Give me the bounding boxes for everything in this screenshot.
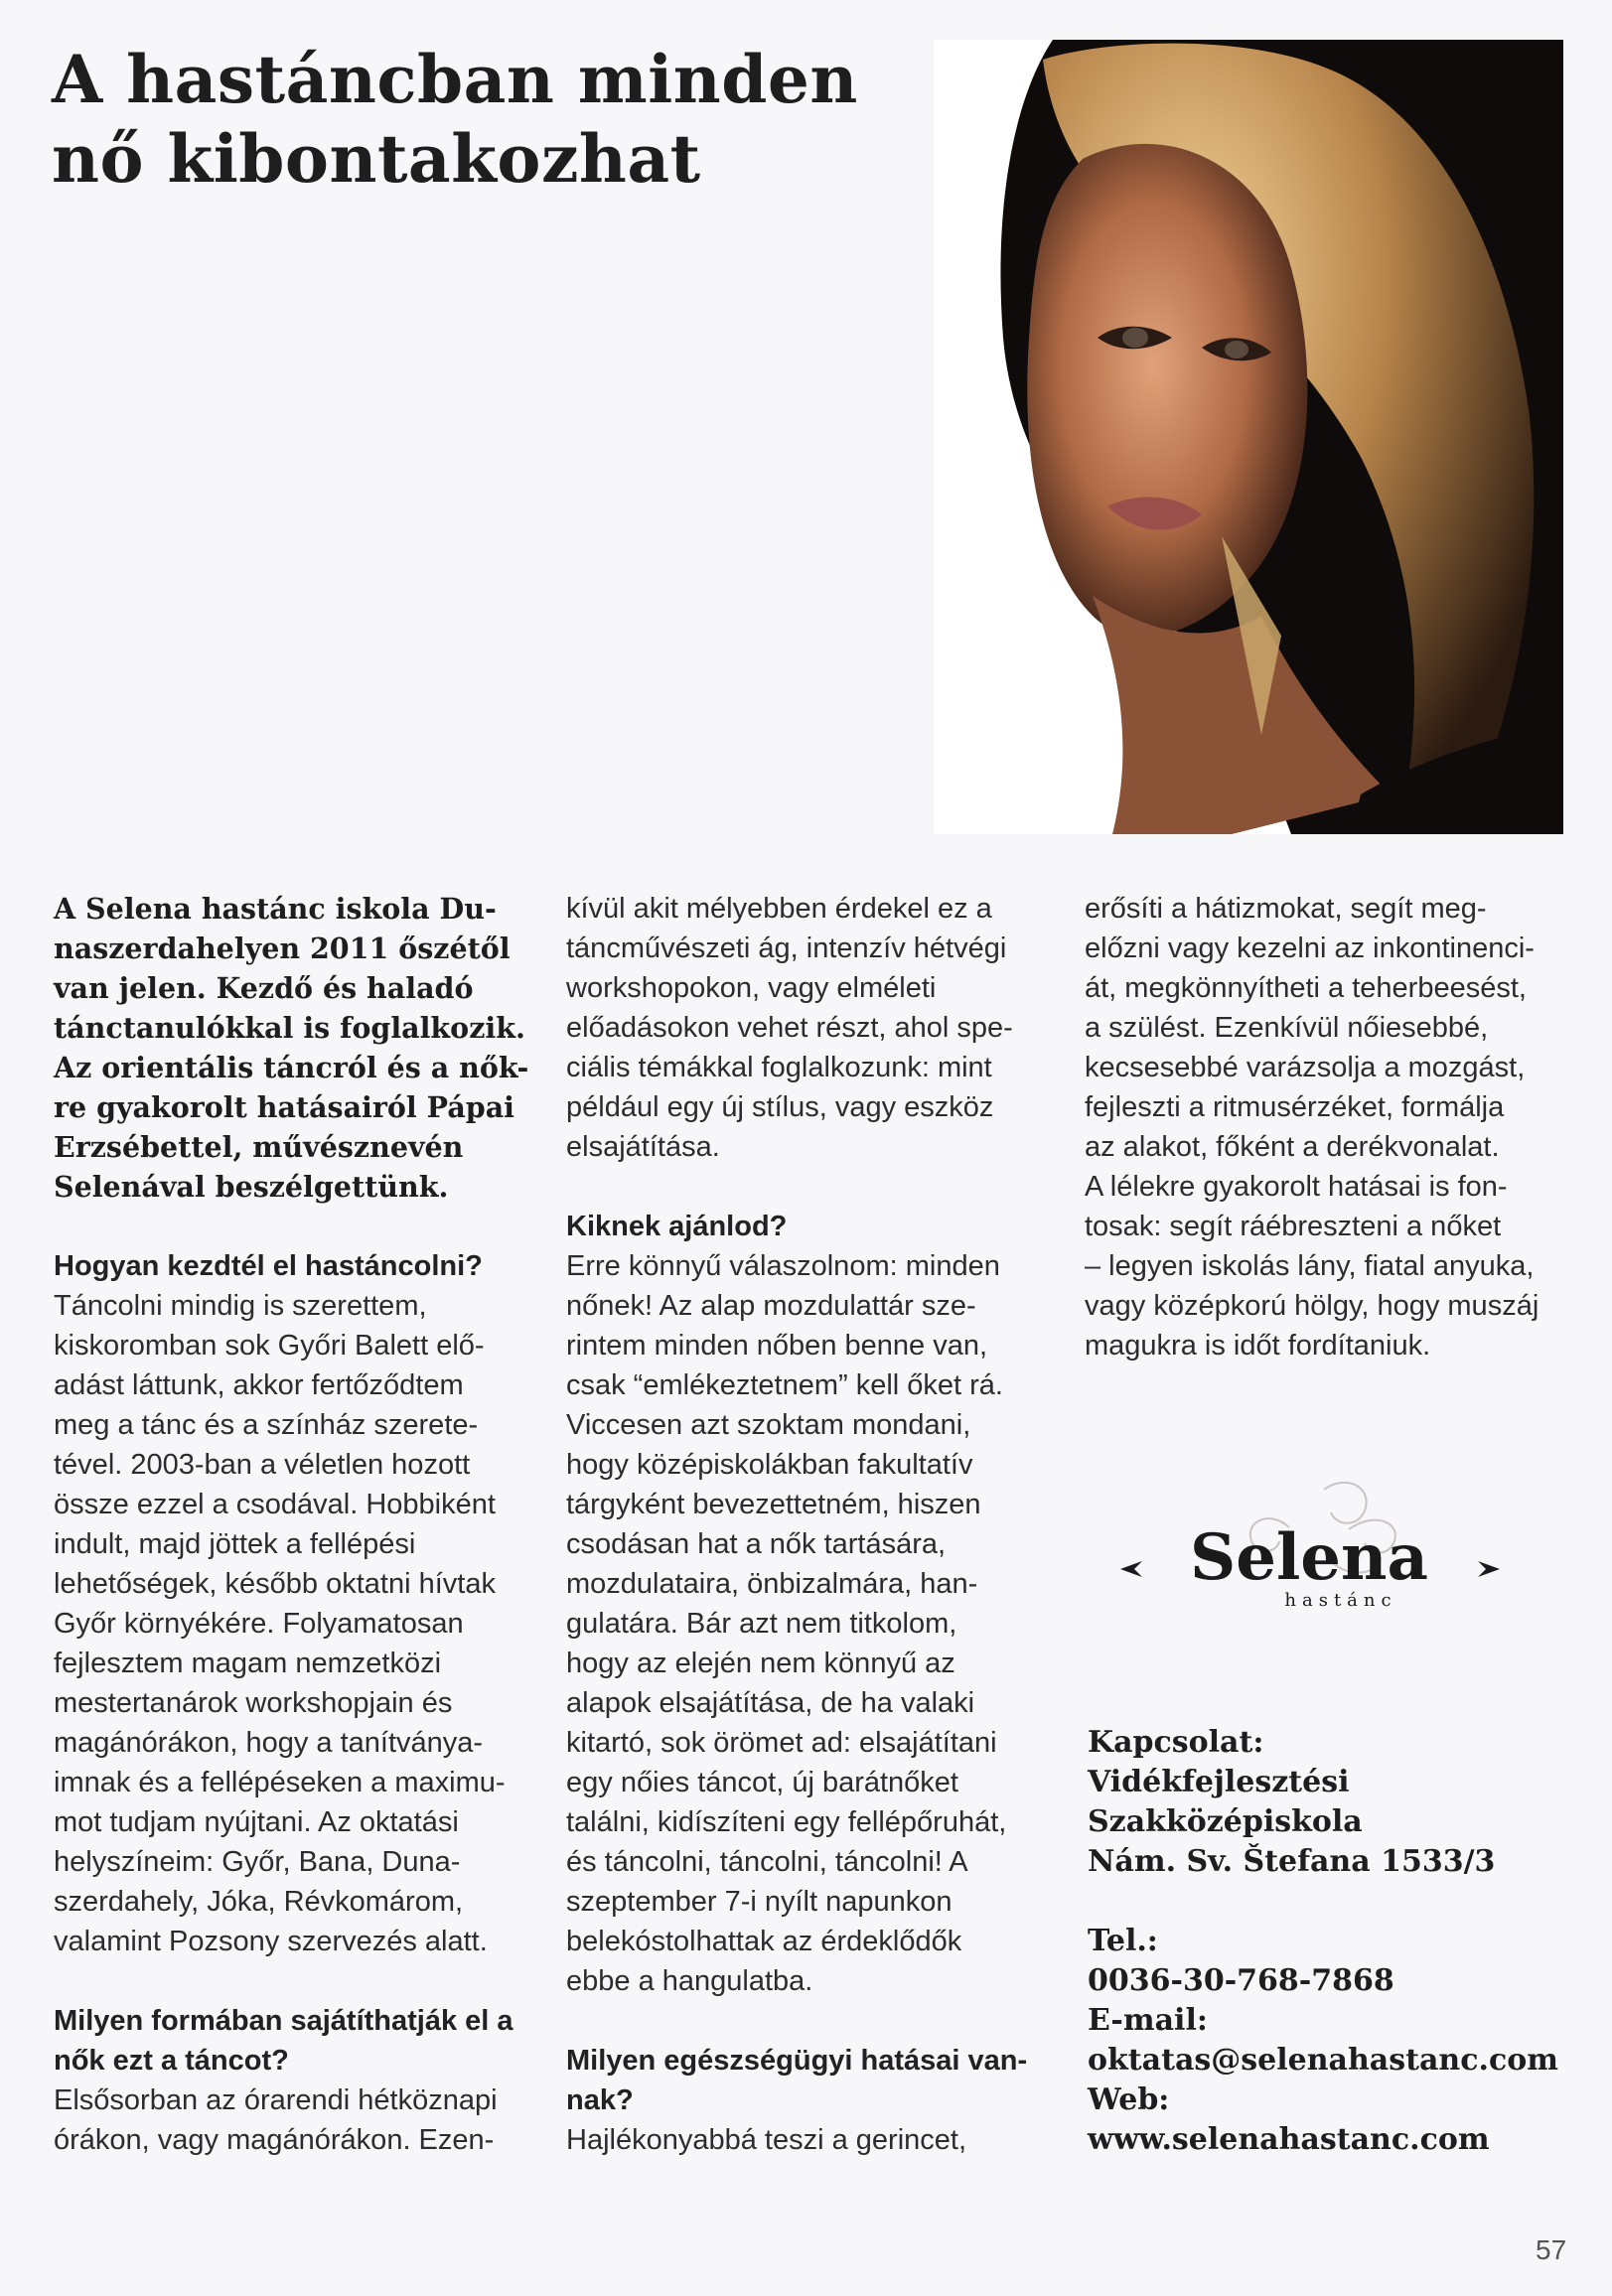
- text-line: magánórákon, hogy a tanítványa-: [54, 1727, 484, 1759]
- text-line: rintem minden nőben benne van,: [566, 1330, 988, 1362]
- arrow-right-icon: [1120, 1561, 1142, 1577]
- text-line: hogy az elején nem könnyű az: [566, 1648, 955, 1679]
- text-line: mozdulataira, önbizalmára, han-: [566, 1568, 978, 1600]
- text-line: elsajátítása.: [566, 1131, 720, 1163]
- text-line: – legyen iskolás lány, fiatal anyuka,: [1085, 1250, 1535, 1282]
- page-number: 57: [1536, 2234, 1567, 2265]
- text-line: lehetőségek, később oktatni hívtak: [54, 1568, 496, 1600]
- text-line: gulatára. Bár azt nem titkolom,: [566, 1608, 957, 1640]
- text-line: indult, majd jöttek a fellépési: [54, 1528, 416, 1560]
- text-line: adást láttunk, akkor fertőződtem: [54, 1369, 464, 1401]
- text-line: tárgyként bevezettetném, hiszen: [566, 1489, 981, 1520]
- text-line: Táncolni mindig is szerettem,: [54, 1290, 427, 1322]
- lead-line: van jelen. Kezdő és haladó: [54, 971, 474, 1005]
- text-line: ciális témákkal foglalkozunk: mint: [566, 1052, 992, 1083]
- text-line: át, megkönnyítheti a teherbeesést,: [1085, 972, 1527, 1004]
- text-line: szeptember 7-i nyílt napunkon: [566, 1886, 953, 1918]
- text-line: szerdahely, Jóka, Révkomárom,: [54, 1886, 464, 1918]
- column-3: [1085, 889, 1561, 1365]
- text-line: hogy középiskolákban fakultatív: [566, 1449, 973, 1481]
- answer-paragraph: [566, 889, 1043, 1167]
- text-line: meg a tánc és a színház szerete-: [54, 1409, 479, 1441]
- answer-paragraph: [566, 2120, 1043, 2160]
- text-line: órákon, vagy magánórákon. Ezen-: [54, 2124, 495, 2156]
- text-line: erősíti a hátizmokat, segít meg-: [1085, 893, 1487, 925]
- text-line: fejleszti a ritmusérzéket, formálja: [1085, 1091, 1505, 1123]
- text-line: előadásokon vehet részt, ahol spe-: [566, 1012, 1013, 1044]
- text-line: Hajlékonyabbá teszi a gerincet,: [566, 2124, 967, 2156]
- web-link[interactable]: www.selenahastanc.com: [1088, 2122, 1490, 2157]
- text-line: ebbe a hangulatba.: [566, 1965, 813, 1997]
- text-line: csodásan hat a nők tartására,: [566, 1528, 947, 1560]
- column-2: [566, 889, 1043, 2160]
- text-line: kecsesebbé varázsolja a mozgást,: [1085, 1052, 1526, 1083]
- text-line: Milyen formában sajátíthatják el a: [54, 2005, 513, 2037]
- tel-number[interactable]: 0036-30-768-7868: [1088, 1963, 1394, 1998]
- lead-line: Selenával beszélgettünk.: [54, 1170, 449, 1204]
- text-line: A lélekre gyakorolt hatásai is fon-: [1085, 1171, 1508, 1203]
- text-line: előzni vagy kezelni az inkontinenci-: [1085, 933, 1535, 964]
- text-line: workshopokon, vagy elméleti: [566, 972, 937, 1004]
- question-heading: [566, 2041, 1043, 2120]
- text-line: kitartó, sok örömet ad: elsajátítani: [566, 1727, 997, 1759]
- text-line: fejlesztem magam nemzetközi: [54, 1648, 442, 1679]
- text-line: csak “emlékeztetnem” kell őket rá.: [566, 1369, 1003, 1401]
- text-line: mestertanárok workshopjain és: [54, 1687, 453, 1719]
- text-line: alapok elsajátítása, de ha valaki: [566, 1687, 975, 1719]
- contact-block: [1088, 1723, 1564, 2160]
- text-line: Milyen egészségügyi hatásai van-: [566, 2045, 1028, 2077]
- text-line: mot tudjam nyújtani. Az oktatási: [54, 1806, 459, 1838]
- lead-line: naszerdahelyen 2011 őszétől: [54, 932, 511, 965]
- text-line: az alakot, főként a derékvonalat.: [1085, 1131, 1500, 1163]
- answer-paragraph: [54, 2081, 530, 2160]
- text-line: nőnek! Az alap mozdulattár sze-: [566, 1290, 976, 1322]
- lead-line: Az orientális táncról és a nők-: [54, 1051, 529, 1084]
- text-line: nők ezt a táncot?: [54, 2045, 289, 2077]
- selena-logo: [1110, 1470, 1508, 1619]
- title-line-1: A hastáncban minden: [52, 41, 858, 118]
- contact-org-line-1: Vidékfejlesztési: [1088, 1765, 1350, 1799]
- lead-line: A Selena hastánc iskola Du-: [54, 892, 497, 926]
- text-line: kiskoromban sok Győri Balett elő-: [54, 1330, 485, 1362]
- text-line: Győr környékére. Folyamatosan: [54, 1608, 464, 1640]
- answer-paragraph: [1085, 889, 1561, 1365]
- text-line: Viccesen azt szoktam mondani,: [566, 1409, 971, 1441]
- text-line: kívül akit mélyebben érdekel ez a: [566, 893, 992, 925]
- text-line: imnak és a fellépéseken a maximu-: [54, 1767, 506, 1798]
- text-line: Elsősorban az órarendi hétköznapi: [54, 2084, 498, 2116]
- question-heading: Kiknek ajánlod?: [566, 1211, 788, 1242]
- text-line: például egy új stílus, vagy eszköz: [566, 1091, 994, 1123]
- lead-line: tánctanulókkal is foglalkozik.: [54, 1011, 525, 1045]
- text-line: találni, kidíszíteni egy fellépőruhát,: [566, 1806, 1007, 1838]
- article-title: [52, 40, 946, 199]
- text-line: vagy középkorú hölgy, hogy muszáj: [1085, 1290, 1539, 1322]
- logo-subtitle: hastánc: [1284, 1590, 1397, 1611]
- column-1: [54, 889, 530, 2160]
- portrait-photo: [934, 40, 1563, 834]
- title-line-2: nő kibontakozhat: [52, 120, 701, 198]
- question-heading: [54, 2001, 530, 2081]
- lead-line: re gyakorolt hatásairól Pápai: [54, 1090, 515, 1124]
- text-line: nak?: [566, 2084, 634, 2116]
- text-line: magukra is időt fordítaniuk.: [1085, 1330, 1431, 1362]
- article-lead: [54, 889, 530, 1207]
- text-line: táncművészeti ág, intenzív hétvégi: [566, 933, 1007, 964]
- text-line: helyszíneim: Győr, Bana, Duna-: [54, 1846, 461, 1878]
- lead-line: Erzsébettel, művésznevén: [54, 1130, 464, 1164]
- answer-paragraph: [566, 1246, 1043, 2001]
- text-line: tével. 2003-ban a véletlen hozott: [54, 1449, 471, 1481]
- contact-label: Kapcsolat:: [1088, 1725, 1264, 1760]
- question-heading: Hogyan kezdtél el hastáncolni?: [54, 1250, 483, 1282]
- text-line: valamint Pozsony szervezés alatt.: [54, 1926, 488, 1957]
- contact-org-line-2: Szakközépiskola: [1088, 1804, 1363, 1839]
- web-label: Web:: [1088, 2082, 1170, 2117]
- text-line: belekóstolhattak az érdeklődők: [566, 1926, 962, 1957]
- text-line: egy nőies táncot, új barátnőket: [566, 1767, 958, 1798]
- arrow-left-icon: [1478, 1561, 1500, 1577]
- text-line: és táncolni, táncolni, táncolni! A: [566, 1846, 968, 1878]
- text-line: össze ezzel a csodával. Hobbiként: [54, 1489, 496, 1520]
- email-address[interactable]: oktatas@selenahastanc.com: [1088, 2043, 1558, 2078]
- answer-paragraph: [54, 1286, 530, 1961]
- contact-address: Nám. Sv. Štefana 1533/3: [1088, 1844, 1496, 1879]
- text-line: tosak: segít ráébreszteni a nőket: [1085, 1211, 1502, 1242]
- text-line: Erre könnyű válaszolnom: minden: [566, 1250, 1000, 1282]
- logo-name: Selena: [1190, 1520, 1428, 1595]
- text-line: a szülést. Ezenkívül nőiesebbé,: [1085, 1012, 1489, 1044]
- email-label: E-mail:: [1088, 2003, 1208, 2038]
- tel-label: Tel.:: [1088, 1924, 1158, 1958]
